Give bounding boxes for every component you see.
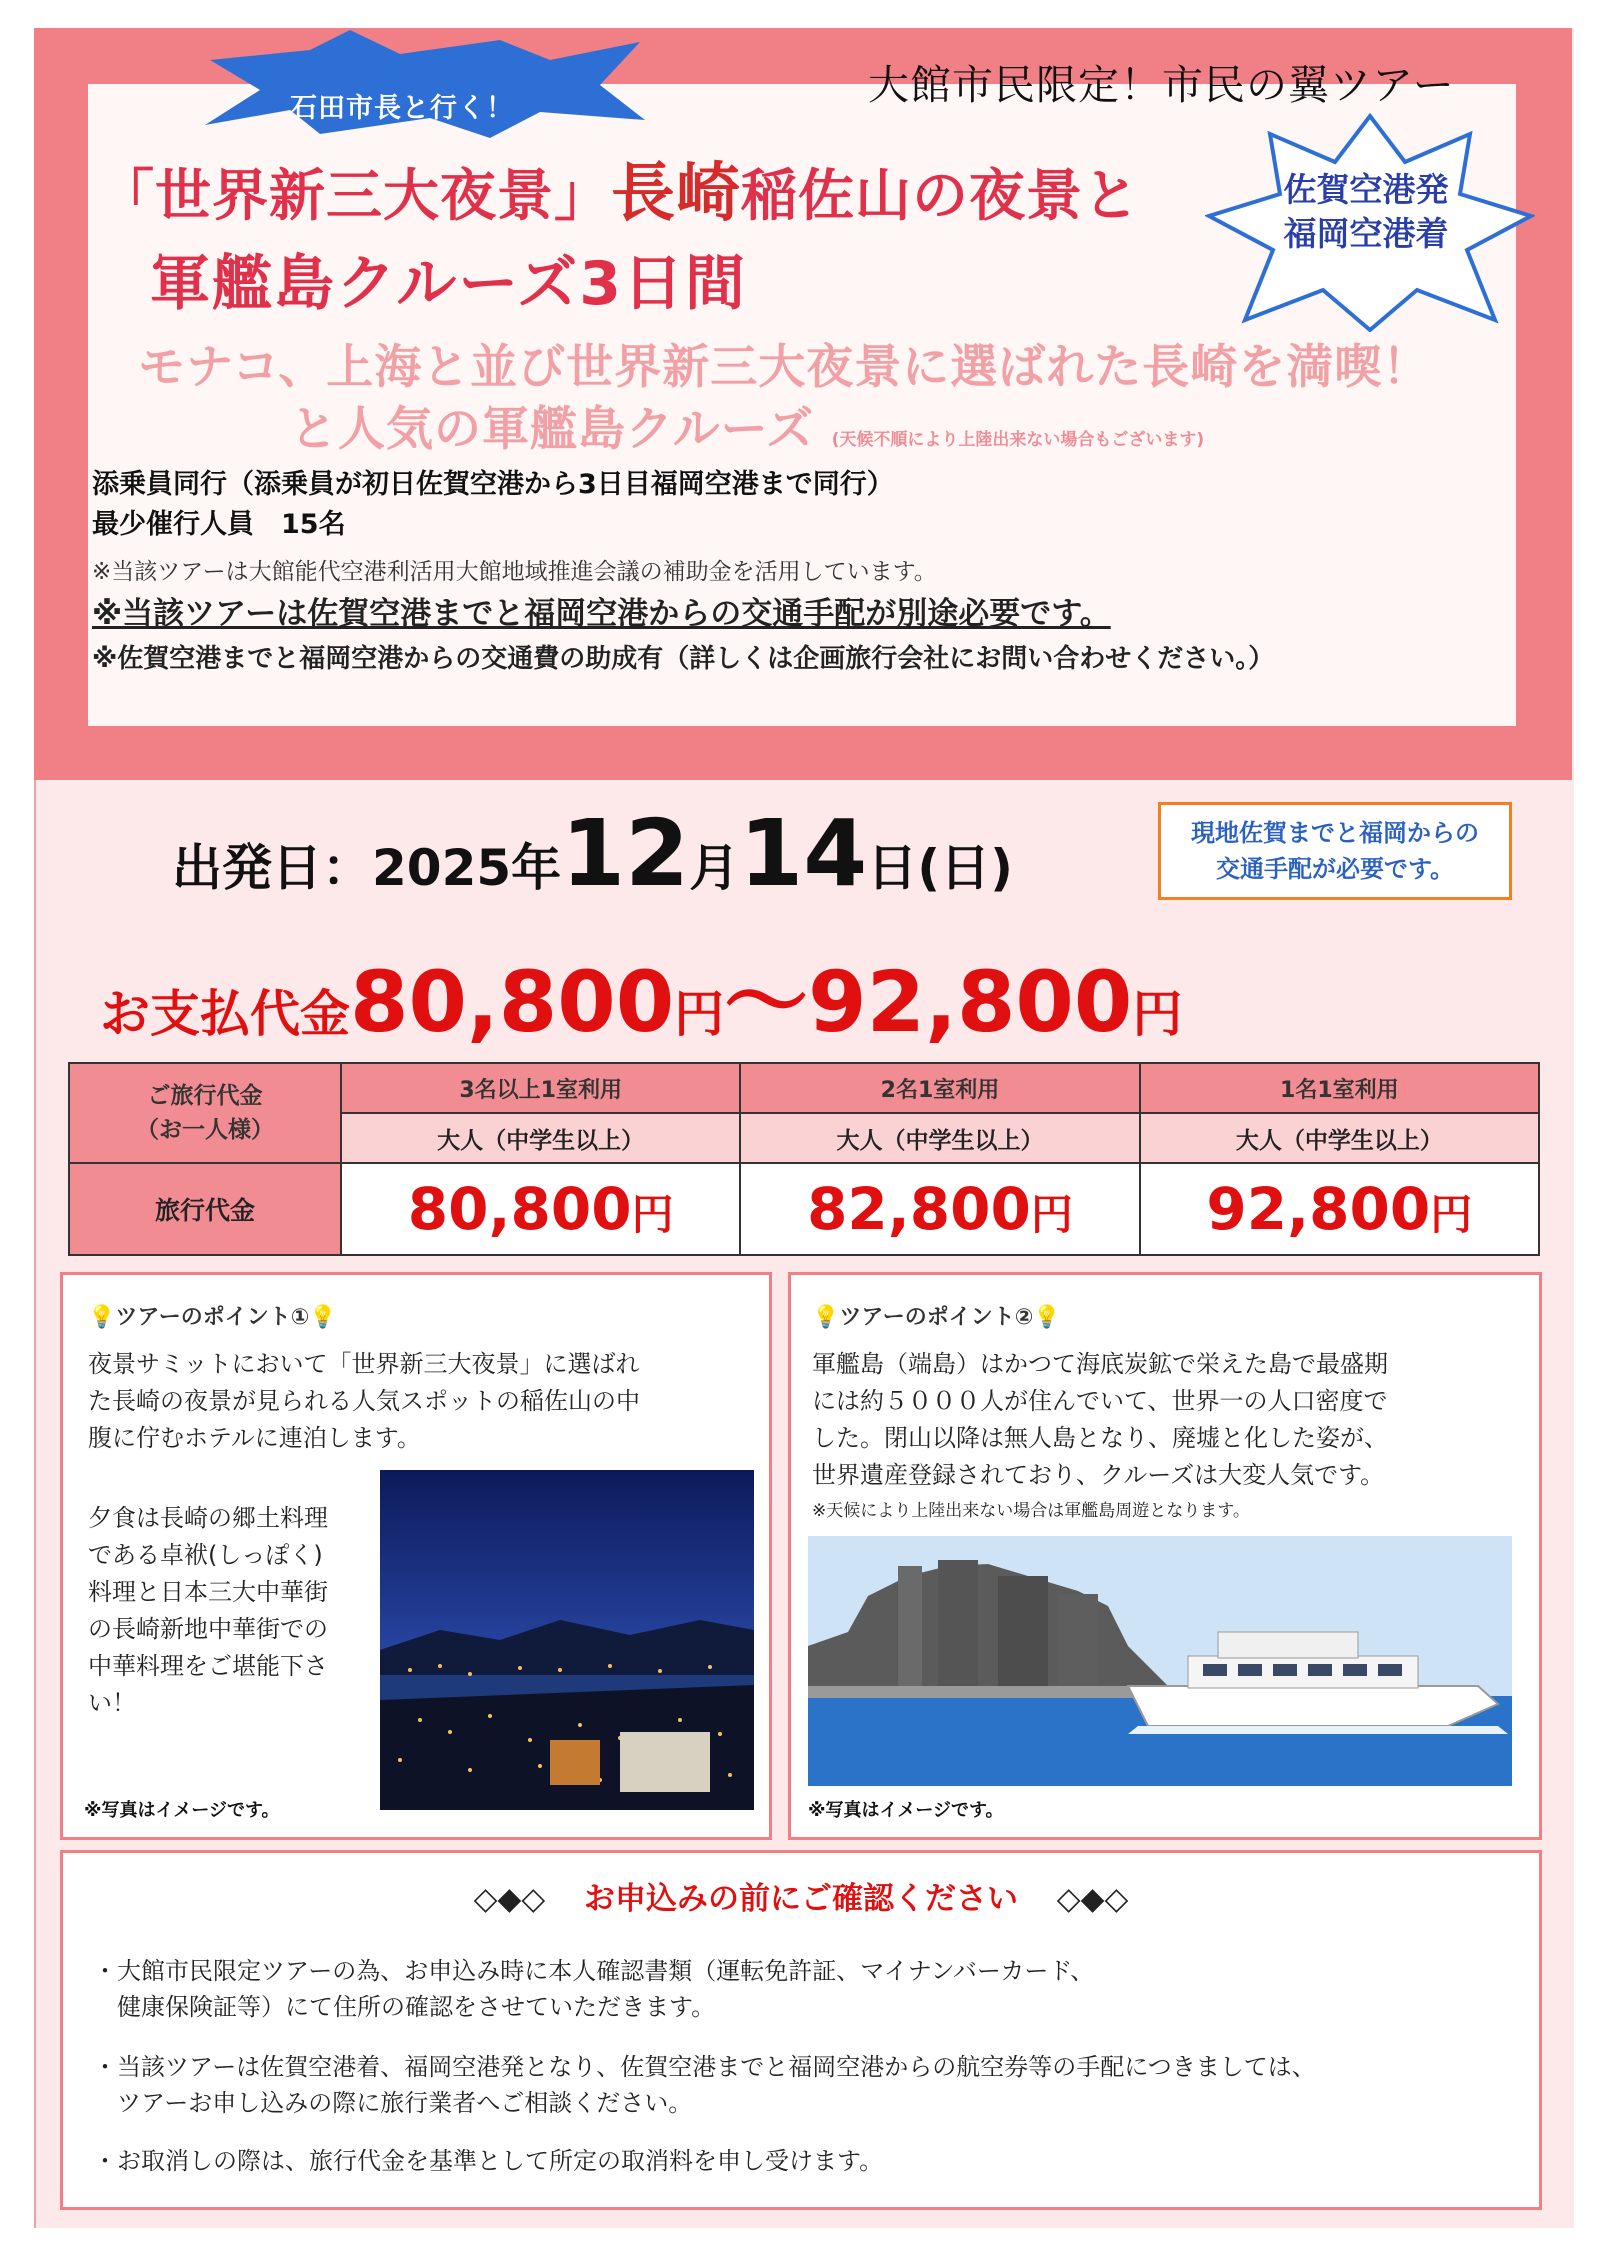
fee-value: 92,800	[1206, 1175, 1431, 1243]
point1-dinner-text	[88, 1500, 328, 1722]
subtitle-line2-text: と人気の軍艦島クルーズ	[290, 402, 815, 457]
bullet-line: 健康保険証等）にて住所の確認をさせていただきます。	[93, 1993, 716, 2021]
price-yen-max: 円	[1132, 985, 1183, 1043]
fee-header-label	[69, 1063, 341, 1163]
departure-label: 出発日：2025年	[172, 839, 562, 897]
mayor-badge-text: 石田市長と行く！	[290, 93, 514, 124]
confirm-bullet-2	[93, 2049, 1316, 2121]
grant-note: ※佐賀空港までと福岡空港からの交通費の助成有（詳しくは企画旅行会社にお問い合わせください。）	[92, 644, 1275, 674]
confirm-deco-right: ◇◆◇	[1056, 1881, 1129, 1917]
confirm-heading: お申込みの前にご確認ください	[584, 1881, 1018, 1917]
exclusive-label: 大館市民限定！市民の翼ツアー	[868, 61, 1455, 109]
transport-notice-line1: 現地佐賀までと福岡からの	[1191, 819, 1479, 847]
point2-text-line: 世界遺産登録されており、クルーズは大変人気です。	[812, 1461, 1385, 1489]
fee-header-label-line2: （お一人様）	[136, 1117, 274, 1143]
escort-info: 添乗員同行（添乗員が初日佐賀空港から3日目福岡空港まで同行）	[92, 469, 894, 500]
point2-small-note: ※天候により上陸出来ない場合は軍艦島周遊となります。	[812, 1501, 1250, 1521]
price-min: 80,800	[350, 953, 675, 1051]
point1-text-line: た長崎の夜景が見られる人気スポットの稲佐山の中	[88, 1387, 640, 1415]
confirmation-title	[63, 1873, 1539, 1918]
dinner-line: 夕食は長崎の郷土料理	[88, 1504, 328, 1532]
fee-yen: 円	[631, 1190, 674, 1239]
point1-text-line: 腹に佇むホテルに連泊します。	[88, 1424, 421, 1452]
fee-yen: 円	[1030, 1190, 1073, 1239]
subtitle-weather-note: (天候不順により上陸出来ない場合もございます)	[831, 430, 1205, 450]
main-title-line1	[98, 142, 1140, 234]
point1-text	[88, 1346, 640, 1457]
point2-text	[812, 1346, 1388, 1494]
main-title-line2: 軍艦島クルーズ3日間	[150, 249, 747, 319]
fee-column-header: 2名1室利用	[740, 1063, 1139, 1113]
fee-row-label: 旅行代金	[69, 1163, 341, 1255]
point2-title: 💡ツアーのポイント②💡	[812, 1305, 1061, 1330]
transport-notice-box	[1158, 802, 1512, 900]
departure-month: 12	[561, 800, 690, 907]
confirm-bullet-1	[93, 1953, 1094, 2025]
dinner-line: である卓袱(しっぽく)	[88, 1541, 323, 1569]
transport-notice-line2: 交通手配が必要です。	[1215, 855, 1455, 883]
transport-note: ※当該ツアーは佐賀空港までと福岡空港からの交通手配が別途必要です。	[92, 596, 1111, 632]
fee-value: 80,800	[407, 1175, 632, 1243]
fee-sub-header: 大人（中学生以上）	[341, 1113, 740, 1163]
min-people-info: 最少催行人員 15名	[92, 509, 346, 540]
title-emphasis: 長崎	[611, 157, 741, 231]
bullet-line: ツアーお申し込みの際に旅行業者へご相談ください。	[93, 2089, 693, 2117]
airport-departure: 佐賀空港発	[1283, 170, 1449, 209]
airport-arrival: 福岡空港着	[1283, 214, 1449, 253]
departure-day-unit: 日(日)	[867, 839, 1013, 897]
point2-text-line: 軍艦島（端島）はかつて海底炭鉱で栄えた島で最盛期	[812, 1350, 1388, 1378]
subtitle-line2	[290, 392, 1204, 459]
subtitle-line1: モナコ、上海と並び世界新三大夜景に選ばれた長崎を満喫！	[138, 340, 1431, 395]
dinner-line: 中華料理をご堪能下さ	[88, 1652, 328, 1680]
nagasaki-night-view-photo	[380, 1470, 754, 1810]
fee-value-cell	[1140, 1163, 1539, 1255]
subsidy-note: ※当該ツアーは大館能代空港利活用大館地域推進会議の補助金を活用しています。	[92, 559, 937, 585]
fee-value-cell	[740, 1163, 1139, 1255]
confirm-deco-left: ◇◆◇	[473, 1881, 546, 1917]
fee-column-header: 3名以上1室利用	[341, 1063, 740, 1113]
dinner-line: い！	[88, 1689, 136, 1717]
airport-star-text	[1266, 168, 1466, 256]
confirmation-box	[60, 1850, 1542, 2210]
point2-text-line: した。閉山以降は無人島となり、廃墟と化した姿が、	[812, 1424, 1388, 1452]
departure-month-unit: 月	[689, 839, 740, 897]
price-tilde: ～	[724, 953, 809, 1051]
fee-value: 82,800	[807, 1175, 1031, 1243]
point2-caption: ※写真はイメージです。	[808, 1800, 1004, 1821]
bullet-line: ・当該ツアーは佐賀空港着、福岡空港発となり、佐賀空港までと福岡空港からの航空券等の手配につきましては、	[93, 2053, 1316, 2081]
dinner-line: の長崎新地中華街での	[88, 1615, 328, 1643]
payment-price	[100, 935, 1182, 1056]
point1-caption: ※写真はイメージです。	[84, 1800, 280, 1821]
fee-sub-header: 大人（中学生以上）	[740, 1113, 1139, 1163]
fee-value-cell	[341, 1163, 740, 1255]
bullet-line: ・大館市民限定ツアーの為、お申込み時に本人確認書類（運転免許証、マイナンバーカード、	[93, 1957, 1095, 1985]
price-label: お支払代金	[100, 985, 350, 1043]
title-part1: 「世界新三大夜景」	[98, 164, 611, 229]
confirm-bullet-3: ・お取消しの際は、旅行代金を基準として所定の取消料を申し受けます。	[93, 2147, 884, 2175]
fee-sub-header: 大人（中学生以上）	[1140, 1113, 1539, 1163]
price-yen-min: 円	[674, 985, 725, 1043]
price-max: 92,800	[808, 953, 1133, 1051]
dinner-line: 料理と日本三大中華街	[88, 1578, 328, 1606]
departure-day: 14	[739, 800, 868, 907]
title-part2: 稲佐山の夜景と	[741, 164, 1140, 229]
fee-yen: 円	[1430, 1190, 1473, 1239]
departure-date	[172, 800, 1013, 907]
fee-column-header: 1名1室利用	[1140, 1063, 1539, 1113]
point1-title: 💡ツアーのポイント①💡	[88, 1305, 337, 1330]
gunkanjima-cruise-photo	[808, 1536, 1512, 1786]
fee-header-label-line1: ご旅行代金	[147, 1083, 263, 1109]
fee-table	[68, 1062, 1540, 1256]
point1-text-line: 夜景サミットにおいて「世界新三大夜景」に選ばれ	[88, 1350, 640, 1378]
point2-text-line: には約５０００人が住んでいて、世界一の人口密度で	[812, 1387, 1388, 1415]
